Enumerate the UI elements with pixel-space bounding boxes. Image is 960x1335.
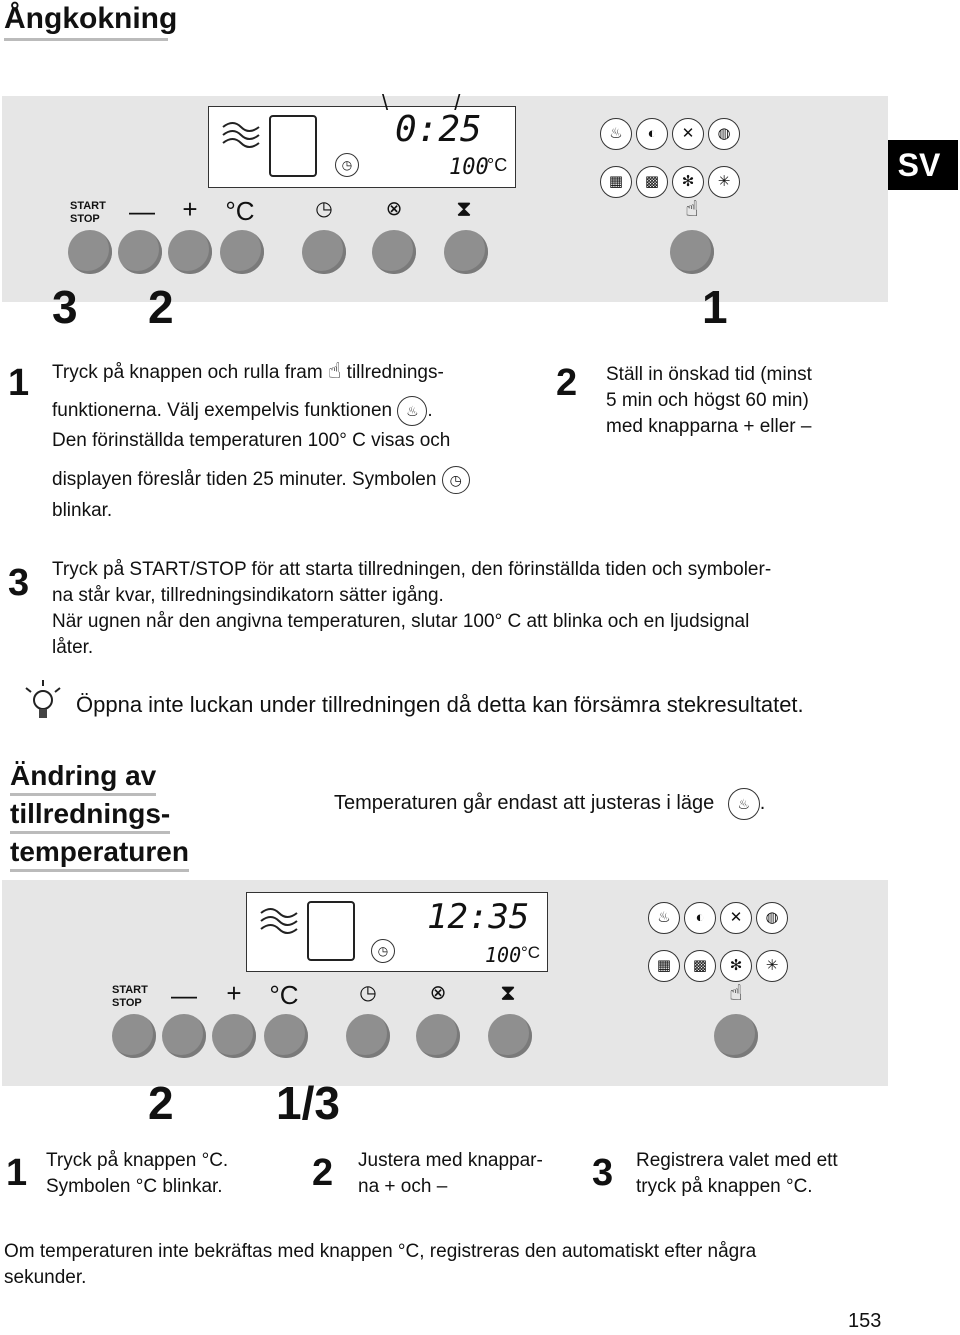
section-2-title: Ändring av tillrednings- temperaturen (10, 758, 189, 872)
minus-label: — (129, 196, 155, 226)
plus-label: + (182, 194, 198, 224)
steam-icon (257, 905, 301, 939)
end-timer-button[interactable] (372, 230, 416, 274)
hand-label: ☝ (729, 980, 743, 1005)
poultry-icon: ✳ (708, 166, 740, 198)
steam-function-icon: ♨ (397, 396, 427, 426)
page-number: 153 (848, 1310, 882, 1332)
hourglass-button[interactable] (488, 1014, 532, 1058)
tray-icon: ▦ (648, 950, 680, 982)
step-1-text: Tryck på knappen och rulla fram ☝ tillrednings- funktionerna. Välj exempelvis funktionen ♨ . Den förinställda temperaturen 100° C visas och displayen föreslår tiden 25 minuter. Symbolen ◷ blinkar. (52, 358, 532, 524)
clock-button[interactable] (302, 230, 346, 274)
minus-button[interactable] (118, 230, 162, 274)
start-stop-button[interactable] (112, 1014, 156, 1058)
footer-note: Om temperaturen inte bekräftas med knappen °C, registreras den automatiskt efter några sekunder. (4, 1241, 757, 1288)
celsius-label: °C (269, 980, 299, 1010)
defrost-icon: ✻ (672, 166, 704, 198)
clock-label: ◷ (315, 198, 333, 220)
grill-icon: ✕ (672, 118, 704, 150)
oven-display (208, 106, 516, 188)
bottom-step-2-number: 2 (312, 1152, 334, 1194)
bottom-step-1-number: 1 (6, 1152, 28, 1194)
fish-icon: ◐ (636, 118, 668, 150)
celsius-button[interactable] (220, 230, 264, 274)
clock-label: ◷ (359, 982, 377, 1004)
plus-button[interactable] (168, 230, 212, 274)
hand-icon: ☝ (327, 358, 342, 383)
celsius-button[interactable] (264, 1014, 308, 1058)
temp-unit: °C (521, 943, 541, 962)
plus-button[interactable] (212, 1014, 256, 1058)
tray-icon: ▦ (600, 166, 632, 198)
display-frame (307, 901, 355, 961)
grill-icon: ✕ (720, 902, 752, 934)
minus-button[interactable] (162, 1014, 206, 1058)
step-2-text: Ställ in önskad tid (minst 5 min och högst 60 min) med knapparna + eller – (606, 364, 812, 437)
temp-readout: 100 (449, 155, 489, 180)
finger-label-3: 3 (52, 281, 78, 333)
section-2-note: Temperaturen går endast att justeras i läge ♨ . (334, 788, 765, 820)
time-readout: 0:25 (395, 109, 482, 150)
hand-label: ☝ (685, 196, 699, 221)
tip-text: Öppna inte luckan under tillredningen då detta kan försämra stekresultatet. (76, 692, 804, 717)
start-stop-label: START STOP (112, 984, 148, 1009)
function-button[interactable] (670, 230, 714, 274)
step-1-number: 1 (8, 362, 30, 404)
finger-label-2: 2 (148, 1077, 174, 1129)
step-2-number: 2 (556, 362, 578, 404)
jar-icon: ◍ (708, 118, 740, 150)
control-panel-2 (2, 880, 888, 1129)
defrost-icon: ✻ (720, 950, 752, 982)
lightbulb-icon (20, 678, 66, 726)
start-stop-label: START STOP (70, 200, 106, 225)
steam-function-icon: ♨ (600, 118, 632, 150)
steam-function-icon: ♨ (728, 788, 760, 820)
bottom-step-3-number: 3 (592, 1152, 614, 1194)
hourglass-label: ⧗ (500, 980, 516, 1005)
steam-icon (219, 119, 263, 153)
timer-icon: ◷ (335, 153, 359, 177)
bottom-step-1-text: Tryck på knappen °C. Symbolen °C blinkar. (46, 1150, 229, 1197)
step-3-text: Tryck på START/STOP för att starta tillredningen, den förinställda tiden och symboler- na står kvar, tillredningsindikatorn sätter igång. När ugnen når den angivna temperaturen, slutar 100° C att blinka och en ljudsignal låter. (52, 559, 772, 658)
pizza-icon: ▩ (684, 950, 716, 982)
celsius-label: °C (225, 196, 255, 226)
fish-icon: ◐ (684, 902, 716, 934)
finger-label-1: 1 (702, 281, 728, 333)
timer-icon: ◷ (442, 466, 470, 494)
time-readout: 12:35 (427, 897, 530, 937)
function-button[interactable] (714, 1014, 758, 1058)
hourglass-label: ⧗ (456, 196, 472, 221)
control-panel-1 (2, 90, 888, 333)
blink-marks: \ / (382, 90, 491, 115)
display-frame (269, 115, 317, 177)
jar-icon: ◍ (756, 902, 788, 934)
plus-label: + (226, 978, 242, 1008)
end-timer-label: ⊗ (385, 198, 403, 220)
timer-icon: ◷ (371, 939, 395, 963)
step-3-number: 3 (8, 562, 30, 604)
temp-unit: °C (487, 155, 508, 175)
minus-label: — (171, 980, 197, 1010)
finger-label-2: 2 (148, 281, 174, 333)
pizza-icon: ▩ (636, 166, 668, 198)
language-tab: SV (880, 140, 958, 190)
poultry-icon: ✳ (756, 950, 788, 982)
end-timer-button[interactable] (416, 1014, 460, 1058)
clock-button[interactable] (346, 1014, 390, 1058)
oven-display (246, 892, 548, 972)
start-stop-button[interactable] (68, 230, 112, 274)
steam-function-icon: ♨ (648, 902, 680, 934)
hourglass-button[interactable] (444, 230, 488, 274)
finger-label-1-3: 1/3 (276, 1077, 340, 1129)
page-title: Ångkokning (4, 2, 168, 41)
end-timer-label: ⊗ (429, 982, 447, 1004)
bottom-step-2-text: Justera med knappar- na + och – (358, 1150, 543, 1197)
temp-readout: 100 (485, 943, 522, 967)
bottom-step-3-text: Registrera valet med ett tryck på knappen °C. (636, 1150, 838, 1197)
